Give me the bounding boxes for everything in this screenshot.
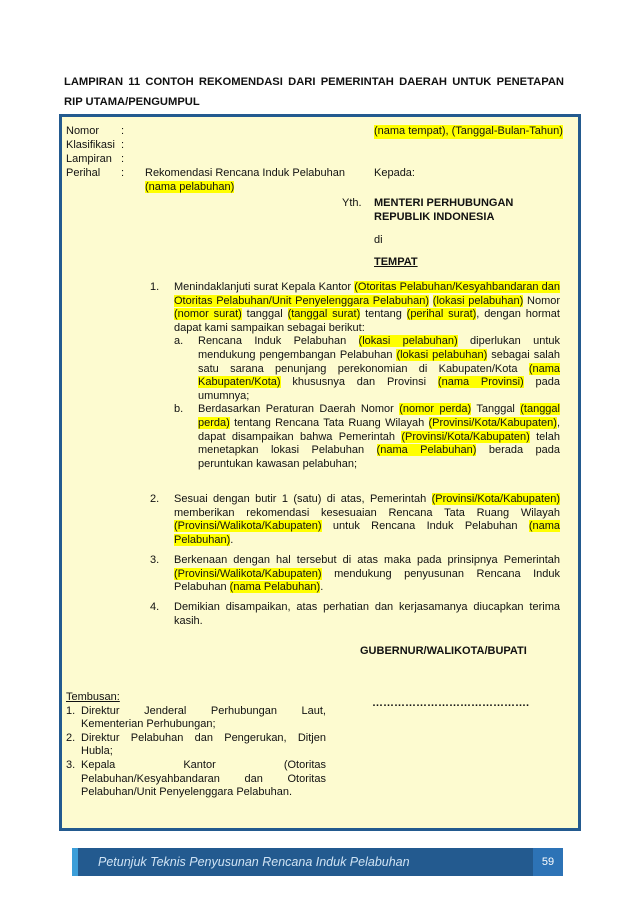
paragraph-1 [150, 281, 560, 471]
klasifikasi-colon: : [121, 139, 125, 151]
paragraph-2-text [174, 493, 560, 547]
text-run: berada pada peruntukan kawasan pelabuhan; [198, 444, 560, 470]
placeholder-highlight: (perihal surat) [406, 308, 477, 321]
lampiran-row [66, 153, 133, 167]
text-run: . [320, 581, 324, 594]
placeholder-highlight: (nama Kabupaten/Kota) [198, 362, 560, 389]
perihal-text: Rekomendasi Rencana Induk Pelabuhan [145, 167, 345, 179]
perihal-value [145, 167, 365, 194]
paragraph-number: 2. [150, 493, 160, 505]
placeholder-highlight: (lokasi pelabuhan) [432, 294, 524, 307]
list-item-text: Direktur Pelabuhan dan Pengerukan, Ditjen Hubla; [81, 731, 326, 758]
text-run: telah menetapkan lokasi Pelabuhan [198, 430, 560, 457]
kepada-label: Kepada: [374, 167, 415, 179]
text-run: Rencana Induk Pelabuhan [198, 335, 359, 348]
text-run: tentang Rencana Tata Ruang Wilayah [229, 416, 429, 429]
perihal-colon: : [121, 167, 125, 179]
tembusan-list [66, 691, 326, 800]
paragraph-number: 3. [150, 554, 160, 566]
document-title: LAMPIRAN 11 CONTOH REKOMENDASI DARI PEMERINTAH DAERAH UNTUK PENETAPAN RIP UTAMA/PENGUMPUL [64, 76, 564, 108]
nomor-colon: : [121, 125, 125, 137]
text-run: . [230, 533, 234, 546]
text-run: Berkenaan dengan hal tersebut di atas maka pada prinsipnya Pemerintah [174, 554, 560, 566]
placeholder-highlight: (Otoritas Pelabuhan/Kesyahbandaran dan Otoritas Pelabuhan/Unit Penyelenggara Pelabuhan) [174, 281, 560, 307]
paragraph-number: 1. [150, 281, 160, 293]
list-item [66, 705, 326, 732]
paragraph-3 [150, 554, 560, 595]
placeholder-highlight: (nama Pelabuhan) [229, 581, 321, 594]
text-run: Berdasarkan Peraturan Daerah Nomor [198, 403, 400, 416]
list-item-text: Direktur Jenderal Perhubungan Laut, Kementerian Perhubungan; [81, 704, 326, 731]
place-date: (nama tempat), (Tanggal-Bulan-Tahun) [374, 125, 563, 137]
text-run: mendukung penyusunan Rencana Induk Pelabuhan [174, 567, 560, 594]
perihal-row [66, 167, 133, 181]
page-footer [72, 848, 563, 876]
nomor-row [66, 125, 133, 139]
placeholder-highlight: (Provinsi/Walikota/Kabupaten) [174, 567, 322, 580]
list-item-number: 2. [66, 731, 76, 744]
page-number: 59 [533, 848, 563, 876]
sub-item-a-text [198, 335, 560, 403]
text-run: memberikan rekomendasi kesesuaian Rencana Tata Ruang Wilayah [174, 506, 560, 519]
sub-item-b-text [198, 403, 560, 471]
list-item-number: 1. [66, 704, 76, 717]
sub-item-label: a. [174, 335, 184, 348]
yth-label: Yth. [342, 197, 362, 209]
recipient-line1: MENTERI PERHUBUNGAN [374, 197, 514, 209]
paragraph-1-text [174, 281, 560, 335]
recipient-line2: REPUBLIK INDONESIA [374, 211, 495, 223]
nomor-label: Nomor [66, 125, 100, 137]
perihal-placeholder: (nama pelabuhan) [145, 180, 235, 193]
paragraph-2 [150, 493, 560, 547]
paragraph-4 [150, 601, 560, 628]
tempat-label: TEMPAT [374, 256, 418, 268]
text-run: , dengan hormat dapat kami sampaikan sebagai berikut: [174, 308, 560, 334]
text-run: pada umumnya; [198, 376, 561, 402]
text-run: untuk Rencana Induk Pelabuhan [321, 520, 529, 533]
text-run: Nomor [523, 294, 561, 307]
signature-title: GUBERNUR/WALIKOTA/BUPATI [360, 645, 527, 657]
signature-dots: ……………………………………. [372, 697, 530, 709]
placeholder-highlight: (nama Provinsi) [437, 376, 524, 389]
text-run: Demikian disampaikan, atas perhatian dan kerjasamanya diucapkan terima kasih. [174, 601, 560, 627]
footer-title: Petunjuk Teknis Penyusunan Rencana Induk Pelabuhan [98, 855, 410, 869]
placeholder-highlight: (nomor perda) [399, 403, 472, 416]
klasifikasi-label: Klasifikasi [66, 139, 115, 151]
text-run: tentang [360, 308, 407, 321]
placeholder-highlight: (nama Pelabuhan) [376, 444, 477, 457]
placeholder-highlight: (Provinsi/Kota/Kabupaten) [428, 416, 557, 429]
sub-item-a [174, 335, 560, 403]
placeholder-highlight: (nomor surat) [174, 308, 242, 321]
text-run: sebagai salah satu sarana penunjang perekonomian di Kabupaten/Kota [198, 348, 560, 375]
placeholder-highlight: (Provinsi/Walikota/Kabupaten) [174, 520, 322, 533]
lampiran-label: Lampiran [66, 153, 112, 165]
text-run: tanggal [241, 308, 288, 321]
perihal-label: Perihal [66, 167, 101, 179]
text-run: Tanggal [471, 403, 521, 416]
text-run: Menindaklanjuti surat Kepala Kantor [174, 281, 355, 293]
paragraph-3-text [174, 554, 560, 595]
placeholder-highlight: (lokasi pelabuhan) [396, 348, 488, 361]
placeholder-highlight: (tanggal surat) [287, 308, 361, 321]
list-item [66, 732, 326, 759]
list-item-text: Kepala Kantor (Otoritas Pelabuhan/Kesyahbandaran dan Otoritas Pelabuhan/Unit Penyelenggara Pelabuhan. [81, 758, 326, 799]
letter-template-box [59, 114, 581, 831]
text-run: khususnya dan Provinsi [280, 376, 438, 389]
sub-item-b [174, 403, 560, 471]
list-item [66, 759, 326, 800]
text-run: Sesuai dengan butir 1 (satu) di atas, Pemerintah [174, 493, 432, 505]
paragraph-number: 4. [150, 601, 160, 613]
placeholder-highlight: (tanggal perda) [198, 403, 560, 429]
list-item-number: 3. [66, 758, 76, 771]
placeholder-highlight: (nama Pelabuhan) [174, 520, 560, 546]
placeholder-highlight: (Provinsi/Kota/Kabupaten) [401, 430, 530, 443]
text-run: diperlukan untuk mendukung pengembangan Pelabuhan [198, 335, 561, 361]
klasifikasi-row [66, 139, 133, 153]
di-label: di [374, 234, 383, 246]
placeholder-highlight: (Provinsi/Kota/Kabupaten) [431, 493, 560, 505]
placeholder-highlight: (lokasi pelabuhan) [358, 335, 458, 348]
paragraph-4-text [174, 601, 560, 628]
sub-item-label: b. [174, 403, 184, 416]
tembusan-label: Tembusan: [66, 691, 120, 703]
lampiran-colon: : [121, 153, 125, 165]
text-run: , dapat disampaikan bahwa Pemerintah [198, 416, 560, 443]
